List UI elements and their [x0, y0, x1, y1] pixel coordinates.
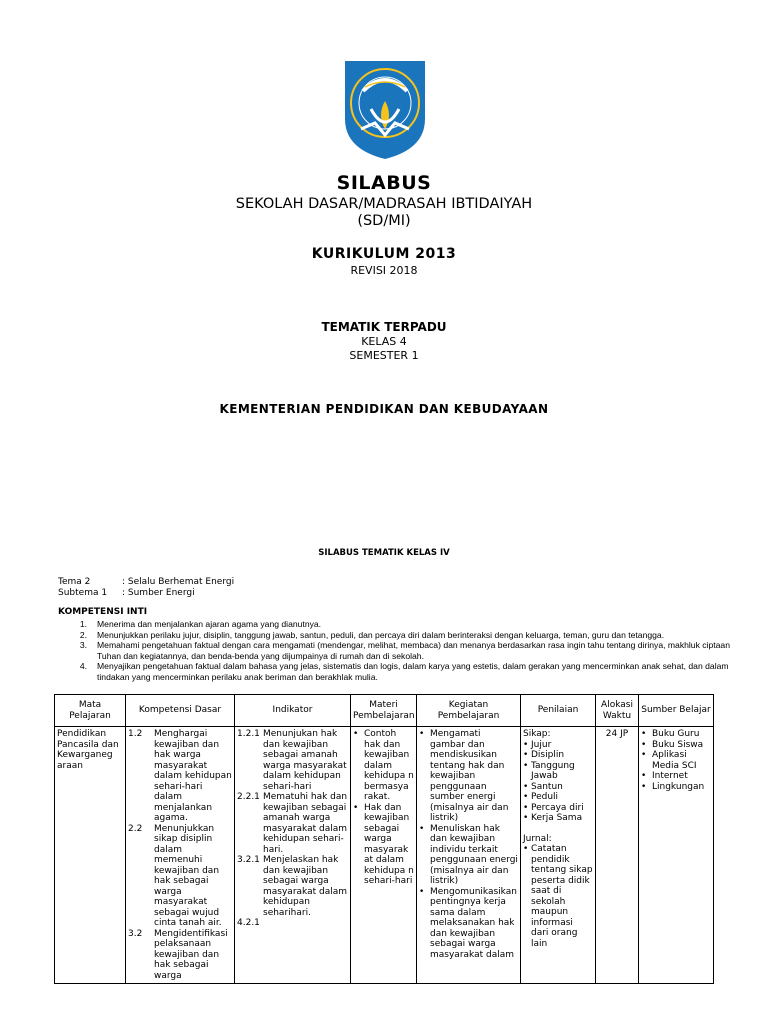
semester-label: SEMESTER 1: [349, 349, 419, 362]
ki-text: Menunjukkan perilaku jujur, disiplin, tanggung jawab, santun, peduli, dan percaya diri dalam berinteraksi dengan keluarga, teman, guru dan tetangga.: [97, 629, 665, 640]
sumber-text: Lingkungan: [652, 781, 705, 792]
indikator-item: [237, 918, 348, 929]
ki-item: [58, 640, 738, 661]
document-title: SILABUS: [336, 172, 432, 194]
sikap-text: Disiplin: [531, 750, 565, 760]
header-sumber: Sumber Belajar: [639, 695, 714, 727]
ki-number: 3.: [79, 640, 87, 651]
indikator-text: [263, 918, 348, 929]
sikap-item: • Tanggung Jawab: [523, 761, 593, 782]
indikator-text: Menjelaskan hak dan kewajiban sebagai warga masyarakat dalam kehidupan seharihari.: [263, 855, 347, 918]
cell-sumber: [639, 727, 714, 984]
revision-label: REVISI 2018: [350, 264, 418, 277]
sikap-text: Kerja Sama: [531, 813, 583, 823]
indikator-item: [237, 729, 348, 792]
ministry-title: KEMENTERIAN PENDIDIKAN DAN KEBUDAYAAN: [219, 402, 549, 416]
ki-item: [58, 630, 738, 641]
materi-text: Contoh hak dan kewajiban dalam kehidupa n bermasya rakat.: [364, 729, 414, 802]
kd-item: [128, 929, 232, 982]
kegiatan-text: Mengamati gambar dan mendiskusikan tentang hak dan kewajiban penggunaan sumber energi (misalnya air dan listrik): [430, 729, 509, 823]
ki-text: Memahami pengetahuan faktual dengan cara mengamati (mendengar, melihat, membaca) dan menanya berdasarkan rasa ingin tahu tentang dirinya, makhluk ciptaan Tuhan dan kegiatannya, dan benda-benda yang dijumpainya di rumah dan di sekolah.: [97, 640, 730, 661]
indikator-number: 2.2.1: [237, 792, 260, 802]
tema-label: Tema 2: [58, 577, 91, 587]
header-kegiatan: Kegiatan Pembelajaran: [417, 695, 521, 727]
kegiatan-text: Mengomunikasikan pentingnya kerja sama dalam melaksanakan hak dan kewajiban sebagai warga masyarakat dalam: [430, 886, 517, 960]
indikator-item: [237, 855, 348, 918]
sikap-item: • Kerja Sama: [523, 813, 593, 824]
kd-number: 2.2: [128, 823, 143, 834]
materi-text: Hak dan kewajiban sebagai warga masyarak at dalam kehidupa n sehari-hari: [364, 802, 414, 886]
indikator-number: 3.2.1: [237, 855, 260, 865]
header-alokasi: Alokasi Waktu: [596, 695, 639, 727]
kd-text: Mengidentifikasi pelaksanaan kewajiban dan hak sebagai warga: [154, 928, 228, 981]
grade-semester: [0, 335, 768, 363]
sikap-text: Jujur: [531, 739, 552, 750]
curriculum-title: KURIKULUM 2013: [311, 246, 457, 262]
kd-number: 1.2: [128, 729, 143, 739]
school-line-2: (SD/MI): [357, 213, 411, 229]
header-indikator: Indikator: [235, 695, 351, 727]
sikap-item: • Peduli: [523, 792, 593, 803]
tema-value: : Selalu Berhemat Energi: [122, 577, 235, 587]
sikap-text: Peduli: [531, 792, 559, 802]
kd-number: 3.2: [128, 928, 143, 939]
tut-wuri-handayani-logo: [341, 57, 429, 161]
ki-text: Menerima dan menjalankan ajaran agama yang dianutnya.: [97, 619, 322, 629]
sumber-item: • Aplikasi Media SCI: [641, 750, 711, 771]
ki-heading: KOMPETENSI INTI: [58, 607, 148, 617]
materi-item: • Hak dan kewajiban sebagai warga masyarak at dalam kehidupa n sehari-hari: [353, 802, 414, 886]
sikap-label: Sikap:: [523, 729, 551, 739]
syllabus-table: [54, 694, 714, 984]
ki-number: 1.: [79, 619, 87, 629]
header-mapel: Mata Pelajaran: [55, 695, 126, 727]
school-line-1: SEKOLAH DASAR/MADRASAH IBTIDAIYAH: [235, 196, 533, 212]
ki-text: Menyajikan pengetahuan faktual dalam bahasa yang jelas, sistematis dan logis, dalam karya yang estetis, dalam gerakan yang mencerminkan anak sehat, dan dalam tindakan yang mencerminkan perilaku anak beriman dan berakhlak mulia.: [97, 661, 729, 682]
sumber-text: Aplikasi Media SCI: [652, 750, 697, 771]
kegiatan-item: • Mengomunikasikan pentingnya kerja sama dalam melaksanakan hak dan kewajiban sebagai warga masyarakat dalam: [419, 886, 517, 960]
sikap-text: Tanggung Jawab: [531, 760, 575, 781]
header-kd: Kompetensi Dasar: [126, 695, 235, 727]
header-materi: Materi Pembelajaran: [351, 695, 417, 727]
cell-mapel: Pendidikan Pancasila dan Kewarganeg araan: [55, 727, 126, 984]
cell-kegiatan: [417, 727, 521, 984]
table-header-row: [55, 695, 714, 727]
kd-text: Menghargai kewajiban dan hak warga masyarakat dalam kehidupan sehari-hari dalam menjalankan agama.: [154, 729, 232, 823]
table-row: [55, 727, 714, 984]
sumber-text: Internet: [652, 771, 688, 781]
sumber-item: • Internet: [641, 771, 711, 782]
sikap-item: • Jujur: [523, 740, 593, 751]
sikap-item: • Percaya diri: [523, 803, 593, 814]
ki-item: [58, 619, 738, 630]
ki-number: 2.: [79, 629, 87, 640]
indikator-item: [237, 792, 348, 855]
cell-penilaian: [521, 727, 596, 984]
ki-number: 4.: [79, 661, 87, 672]
school-level: [0, 196, 768, 230]
sumber-item: • Buku Guru: [641, 729, 711, 740]
syllabus-subtitle: SILABUS TEMATIK KELAS IV: [318, 548, 450, 558]
grade-label: KELAS 4: [361, 335, 407, 348]
jurnal-text: Catatan pendidik tentang sikap peserta didik saat di sekolah maupun informasi dari orang lain: [531, 844, 593, 949]
jurnal-item: • Catatan pendidik tentang sikap peserta didik saat di sekolah maupun informasi dari orang lain: [523, 844, 593, 949]
tema-row: [58, 577, 234, 588]
materi-item: • Contoh hak dan kewajiban dalam kehidupa n bermasya rakat.: [353, 729, 414, 802]
header-penilaian: Penilaian: [521, 695, 596, 727]
sikap-item: • Disiplin: [523, 750, 593, 761]
sumber-text: Buku Siswa: [652, 739, 704, 750]
subtema-value: : Sumber Energi: [122, 588, 195, 598]
kd-item: [128, 824, 232, 929]
kegiatan-text: Menuliskan hak dan kewajiban individu terkait penggunaan energi (misalnya air dan listrik): [430, 823, 518, 886]
ki-item: [58, 661, 738, 682]
indikator-text: Menunjukan hak dan kewajiban sebagai amanah warga masyarakat dalam kehidupan sehari-hari: [263, 729, 347, 792]
ki-list: [58, 619, 738, 683]
jurnal-label: Jurnal:: [523, 833, 552, 844]
kegiatan-item: • Menuliskan hak dan kewajiban individu terkait penggunaan energi (misalnya air dan listrik): [419, 823, 518, 886]
sikap-text: Percaya diri: [531, 802, 584, 813]
sumber-item: • Lingkungan: [641, 782, 711, 793]
sumber-item: • Buku Siswa: [641, 740, 711, 751]
cell-alokasi: 24 JP: [596, 727, 639, 984]
kd-item: [128, 729, 232, 824]
sikap-item: • Santun: [523, 782, 593, 793]
subtema-row: [58, 588, 195, 599]
subtema-label: Subtema 1: [58, 588, 108, 598]
sikap-text: Santun: [531, 781, 563, 792]
kd-text: Menunjukkan sikap disiplin dalam memenuhi kewajiban dan hak sebagai warga masyarakat sebagai wujud cinta tanah air.: [154, 823, 222, 928]
sumber-text: Buku Guru: [652, 729, 700, 739]
indikator-number: 4.2.1: [237, 918, 260, 928]
kegiatan-item: • Mengamati gambar dan mendiskusikan tentang hak dan kewajiban penggunaan sumber energi (misalnya air dan listrik): [419, 729, 518, 824]
cell-kd: [126, 727, 235, 984]
thematic-title: TEMATIK TERPADU: [321, 320, 447, 334]
cell-materi: [351, 727, 417, 984]
indikator-text: Mematuhi hak dan kewajiban sebagai amanah warga masyarakat dalam kehidupan sehari-hari.: [263, 792, 348, 855]
cell-indikator: [235, 727, 351, 984]
indikator-number: 1.2.1: [237, 729, 260, 739]
